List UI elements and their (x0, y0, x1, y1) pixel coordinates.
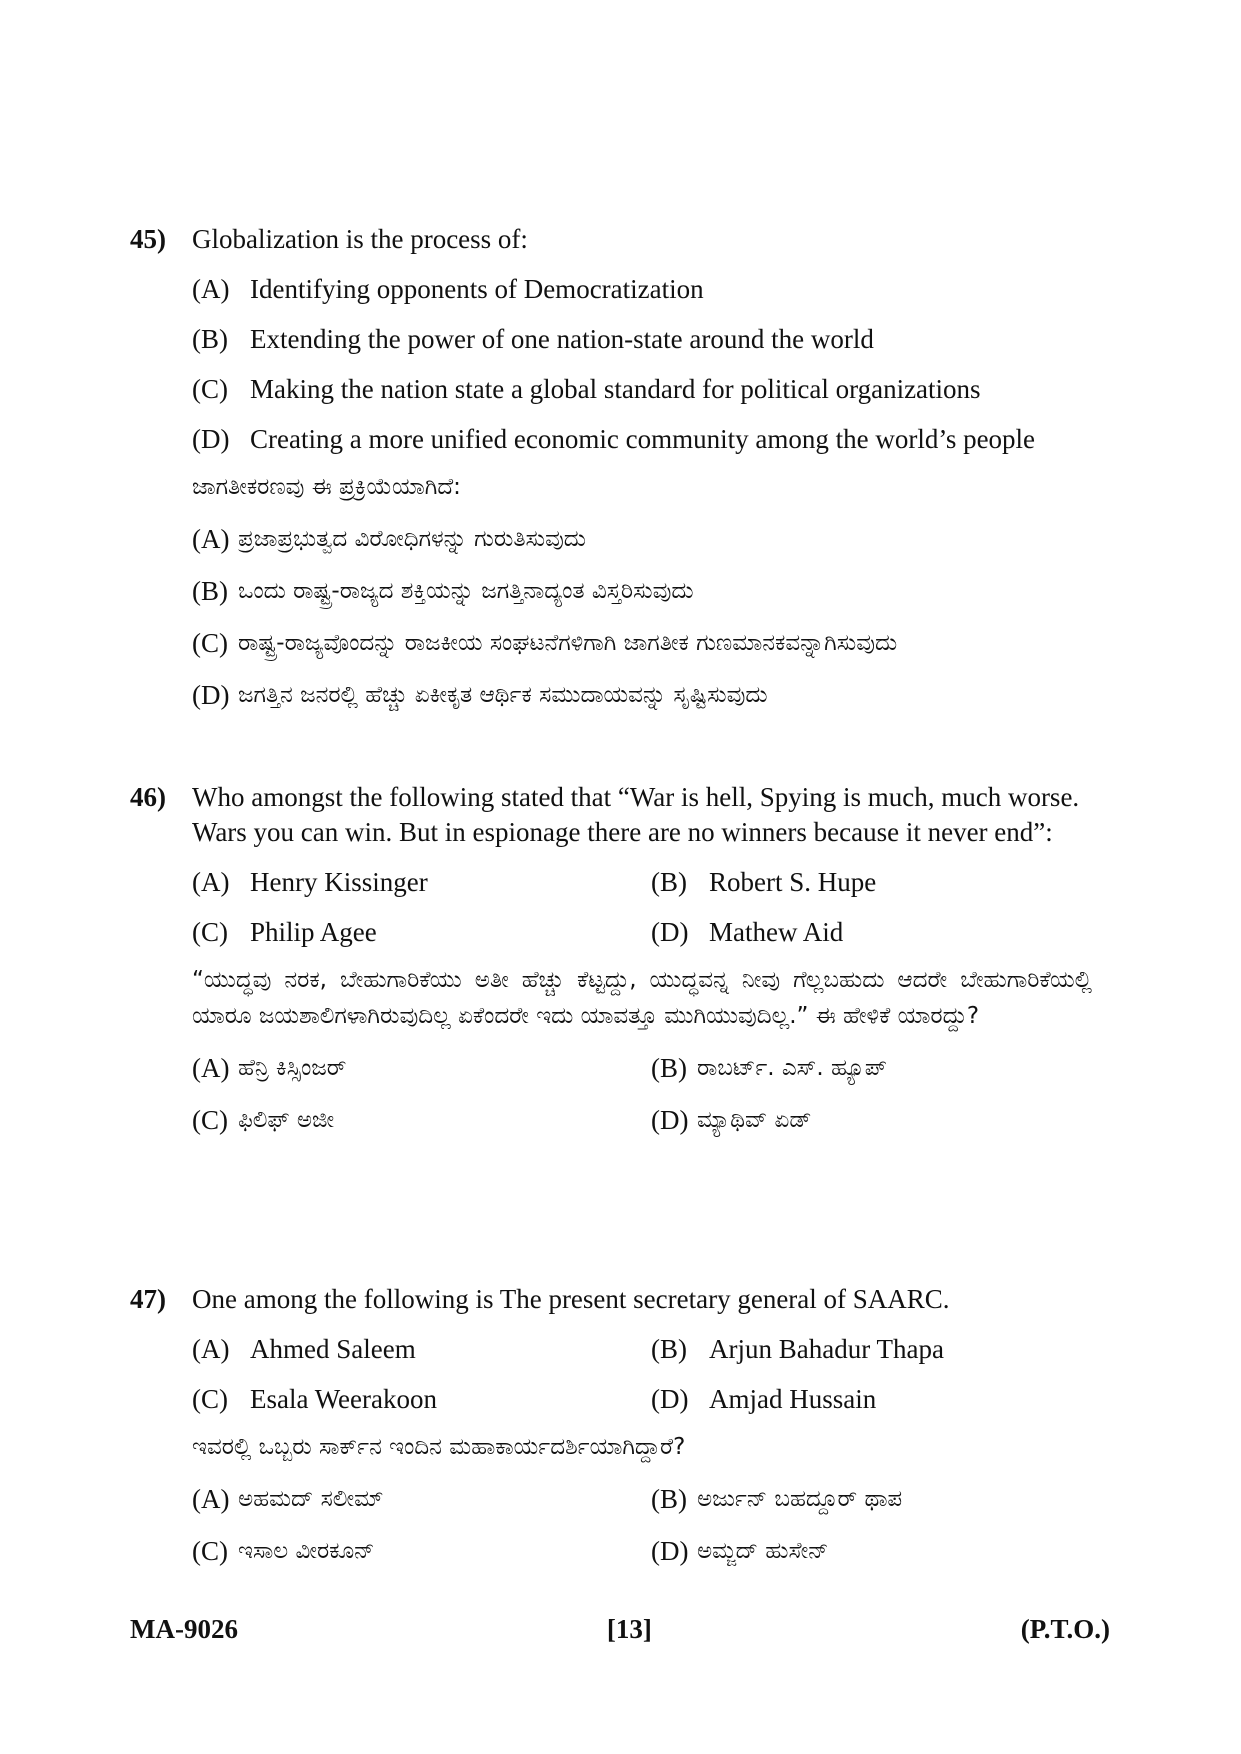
question-number: 47) (130, 1284, 166, 1314)
question-47 (130, 1282, 1110, 1569)
english-options (192, 850, 1110, 950)
option-c: (C) Making the nation state a global standard for political organizations (192, 374, 981, 404)
kn-option-d: (D) ಜಗತ್ತಿನ ಜನರಲ್ಲಿ ಹೆಚ್ಚು ಏಕೀಕೃತ ಆರ್ಥಿಕ ಸಮುದಾಯವನ್ನು ಸೃಷ್ಟಿಸುವುದು (192, 680, 768, 710)
kannada-options (192, 1034, 1110, 1138)
kn-option-a: (A) ಪ್ರಜಾಪ್ರಭುತ್ವದ ವಿರೋಧಿಗಳನ್ನು ಗುರುತಿಸುವುದು (192, 524, 586, 554)
kn-option-c: (C) ಇಸಾಲ ವೀರಕೂನ್ (192, 1536, 375, 1566)
option-b: (B) Robert S. Hupe (651, 867, 877, 897)
kannada-question-text: ಜಾಗತೀಕರಣವು ಈ ಪ್ರಕ್ರಿಯೆಯಾಗಿದೆ: (192, 474, 461, 500)
option-c: (C) Philip Agee (192, 917, 377, 947)
kn-option-c: (C) ರಾಷ್ಟ್ರ-ರಾಜ್ಯವೊಂದನ್ನು ರಾಜಕೀಯ ಸಂಘಟನೆಗಳಿಗಾಗಿ ಜಾಗತೀಕ ಗುಣಮಾನಕವನ್ನಾಗಿಸುವುದು (192, 628, 898, 658)
kn-option-a: (A) ಅಹಮದ್ ಸಲೀಮ್ (192, 1484, 384, 1514)
question-text: Globalization is the process of: (192, 224, 528, 254)
question-text: Who amongst the following stated that “War is hell, Spying is much, much worse. Wars you can win. But in espionage there are no winners because it never end”: (192, 782, 1080, 847)
kn-option-d: (D) ಅಮ್ಜದ್ ಹುಸೇನ್ (651, 1536, 829, 1566)
pto-note: (P.T.O.) (1020, 1614, 1110, 1644)
english-options (192, 1317, 1110, 1417)
kannada-question-text: “ಯುದ್ಧವು ನರಕ, ಬೇಹುಗಾರಿಕೆಯು ಅತೀ ಹೆಚ್ಚು ಕೆಟ್ಟದ್ದು, ಯುದ್ಧವನ್ನ ನೀವು ಗೆಲ್ಲಬಹುದು ಆದರೇ ಬೇಹುಗಾರಿಕೆಯಲ್ಲಿ ಯಾರೂ ಜಯಶಾಲಿಗಳಾಗಿರುವುದಿಲ್ಲ ಏಕೆಂದರೇ ಇದು ಯಾವತ್ತೂ ಮುಗಿಯುವುದಿಲ್ಲ.” ಈ ಹೇಳಿಕೆ ಯಾರದ್ದು? (192, 967, 1092, 1029)
question-45 (130, 222, 1110, 713)
kn-option-c: (C) ಫಿಲಿಫ್ ಅಜೀ (192, 1105, 335, 1135)
option-d: (D) Creating a more unified economic community among the world’s people (192, 424, 1036, 454)
question-number: 45) (130, 224, 166, 254)
kn-option-b: (B) ರಾಬರ್ಟ್. ಎಸ್. ಹ್ಯೂಪ್ (651, 1053, 887, 1083)
option-b: (B) Arjun Bahadur Thapa (651, 1334, 944, 1364)
kn-option-a: (A) ಹೆನ್ರಿ ಕಿಸ್ಸಿಂಜರ್ (192, 1053, 347, 1083)
page-footer (130, 1614, 1110, 1645)
kn-option-b: (B) ಅರ್ಜುನ್ ಬಹದ್ದೂರ್ ಥಾಪ (651, 1484, 903, 1514)
question-text: One among the following is The present secretary general of SAARC. (192, 1284, 950, 1314)
kn-option-d: (D) ಮ್ಯಾಥಿವ್ ಏಡ್ (651, 1105, 812, 1135)
option-d: (D) Mathew Aid (651, 917, 844, 947)
option-a: (A) Identifying opponents of Democratization (192, 274, 704, 304)
option-d: (D) Amjad Hussain (651, 1384, 877, 1414)
paper-code: MA-9026 (130, 1614, 238, 1644)
option-a: (A) Henry Kissinger (192, 867, 428, 897)
kannada-question-text: ಇವರಲ್ಲಿ ಒಬ್ಬರು ಸಾರ್ಕ್‌ನ ಇಂದಿನ ಮಹಾಕಾರ್ಯದರ್ಶಿಯಾಗಿದ್ದಾರೆ? (192, 1434, 686, 1460)
option-a: (A) Ahmed Saleem (192, 1334, 416, 1364)
question-number: 46) (130, 782, 166, 812)
option-b: (B) Extending the power of one nation-state around the world (192, 324, 874, 354)
kannada-options (192, 1465, 1110, 1569)
kannada-options (192, 521, 1110, 713)
kn-option-b: (B) ಒಂದು ರಾಷ್ಟ್ರ-ರಾಜ್ಯದ ಶಕ್ತಿಯನ್ನು ಜಗತ್ತಿನಾದ್ಯಂತ ವಿಸ್ತರಿಸುವುದು (192, 576, 694, 606)
english-options (192, 272, 1110, 457)
question-46 (130, 780, 1110, 1138)
option-c: (C) Esala Weerakoon (192, 1384, 437, 1414)
page-number: [13] (606, 1614, 652, 1644)
